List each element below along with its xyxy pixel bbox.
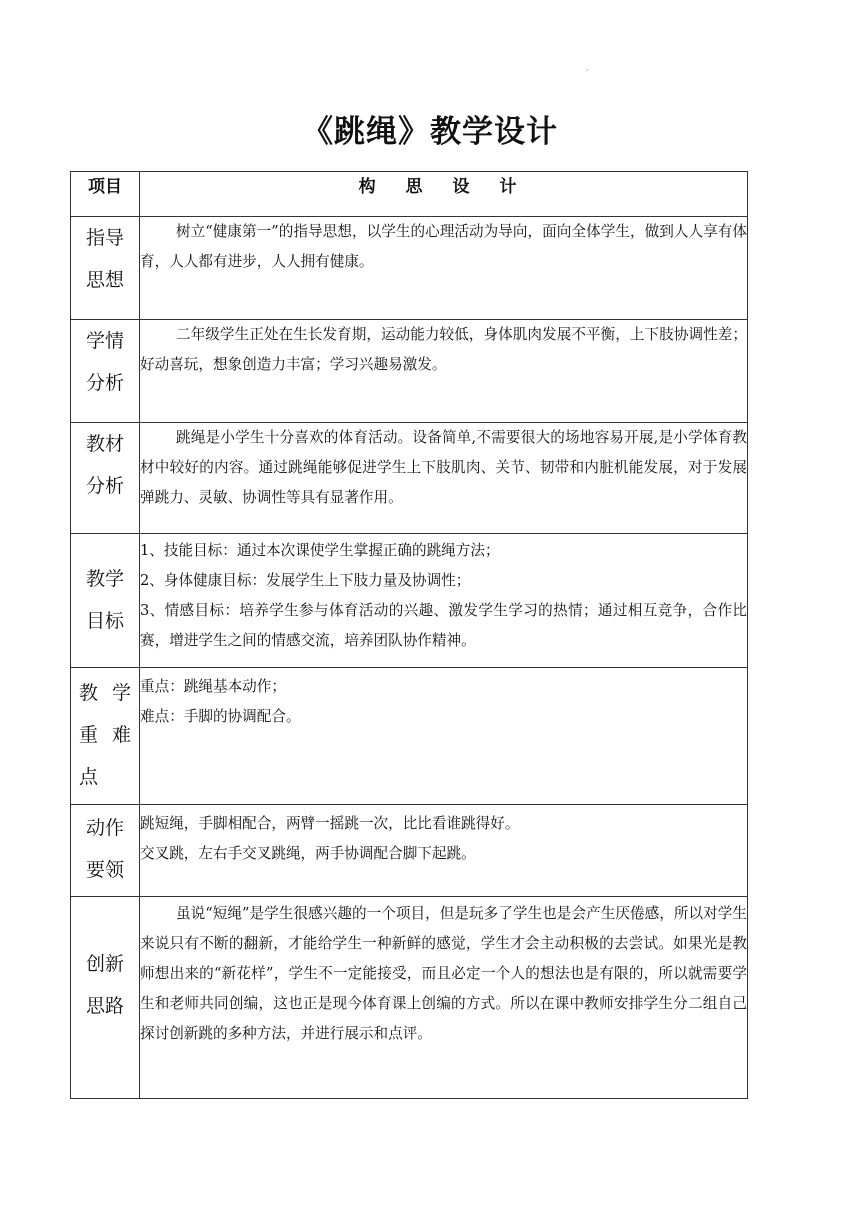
- table-row-action-essentials: [71, 805, 748, 897]
- label-line: 要领: [85, 859, 124, 881]
- paragraph: 难点：手脚的协调配合。: [140, 708, 301, 725]
- table-row-student-analysis: [71, 320, 748, 423]
- table-row-guiding-thought: [71, 217, 748, 320]
- label-line: 动作: [85, 817, 124, 839]
- label-line: 分析: [85, 475, 124, 497]
- paragraph: 2、身体健康目标：发展学生上下肢力量及协调性；: [140, 572, 471, 589]
- header-mark: ·: [586, 66, 589, 75]
- row-content: [140, 805, 748, 897]
- row-label: [71, 534, 140, 668]
- label-line: 目标: [85, 610, 124, 632]
- paragraph: 1、技能目标：通过本次课使学生掌握正确的跳绳方法；: [140, 542, 500, 559]
- paragraph: 重点：跳绳基本动作；: [140, 678, 286, 695]
- label-line: 学情: [85, 330, 124, 352]
- document-title: 《跳绳》教学设计: [302, 114, 558, 150]
- label-line: 重 难: [79, 724, 131, 746]
- row-content: [140, 668, 748, 805]
- table-row-innovation-ideas: [71, 897, 748, 1099]
- row-label: [71, 423, 140, 534]
- row-content: [140, 423, 748, 534]
- row-content: [140, 897, 748, 1099]
- label-line: 创新: [85, 953, 124, 975]
- paragraph: 交叉跳，左右手交叉跳绳，两手协调配合脚下起跳。: [140, 845, 476, 862]
- header-design: 构 思 设 计: [140, 172, 748, 217]
- label-line: 思路: [85, 995, 124, 1017]
- table-row-key-difficult-points: [71, 668, 748, 805]
- table-row-teaching-goals: [71, 534, 748, 668]
- row-label: [71, 320, 140, 423]
- row-label: [71, 897, 140, 1099]
- row-label: [71, 217, 140, 320]
- label-line: 指导: [85, 227, 124, 249]
- paragraph: 二年级学生正处在生长发育期，运动能力较低，身体肌肉发展不平衡，上下肢协调性差；好动喜玩，想象创造力丰富；学习兴趣易激发。: [140, 326, 747, 373]
- row-content: [140, 217, 748, 320]
- label-line: 思想: [85, 269, 124, 291]
- paragraph: 虽说“短绳”是学生很感兴趣的一个项目，但是玩多了学生也是会产生厌倦感，所以对学生来说只有不断的翻新，才能给学生一种新鲜的感觉，学生才会主动积极的去尝试。如果光是教师想出来的“新花样”，学生不一定能接受，而且必定一个人的想法也是有限的，所以就需要学生和老师共同创编，这也正是现今体育课上创编的方式。所以在课中教师安排学生分二组自己探讨创新跳的多种方法，并进行展示和点评。: [140, 905, 747, 1042]
- table-row-material-analysis: [71, 423, 748, 534]
- label-line: 教 学: [79, 682, 131, 704]
- label-line: 点: [79, 766, 99, 788]
- row-label: [71, 668, 140, 805]
- header-project: 项目: [71, 172, 140, 217]
- paragraph: 跳短绳，手脚相配合，两臂一摇跳一次，比比看谁跳得好。: [140, 815, 520, 832]
- paragraph: 树立“健康第一”的指导思想，以学生的心理活动为导向，面向全体学生，做到人人享有体育，人人都有进步，人人拥有健康。: [140, 223, 747, 270]
- paragraph: 3、情感目标：培养学生参与体育活动的兴趣、激发学生学习的热情；通过相互竞争，合作比赛，增进学生之间的情感交流，培养团队协作精神。: [140, 602, 747, 649]
- row-content: [140, 534, 748, 668]
- row-label: [71, 805, 140, 897]
- table-header-row: [71, 172, 748, 217]
- paragraph: 跳绳是小学生十分喜欢的体育活动。设备简单,不需要很大的场地容易开展,是小学体育教材中较好的内容。通过跳绳能够促进学生上下肢肌肉、关节、韧带和内脏机能发展，对于发展弹跳力、灵敏、协调性等具有显著作用。: [140, 429, 747, 506]
- label-line: 分析: [85, 372, 124, 394]
- row-content: [140, 320, 748, 423]
- label-line: 教材: [85, 433, 124, 455]
- label-line: 教学: [85, 568, 124, 590]
- teaching-design-table: [70, 171, 748, 1099]
